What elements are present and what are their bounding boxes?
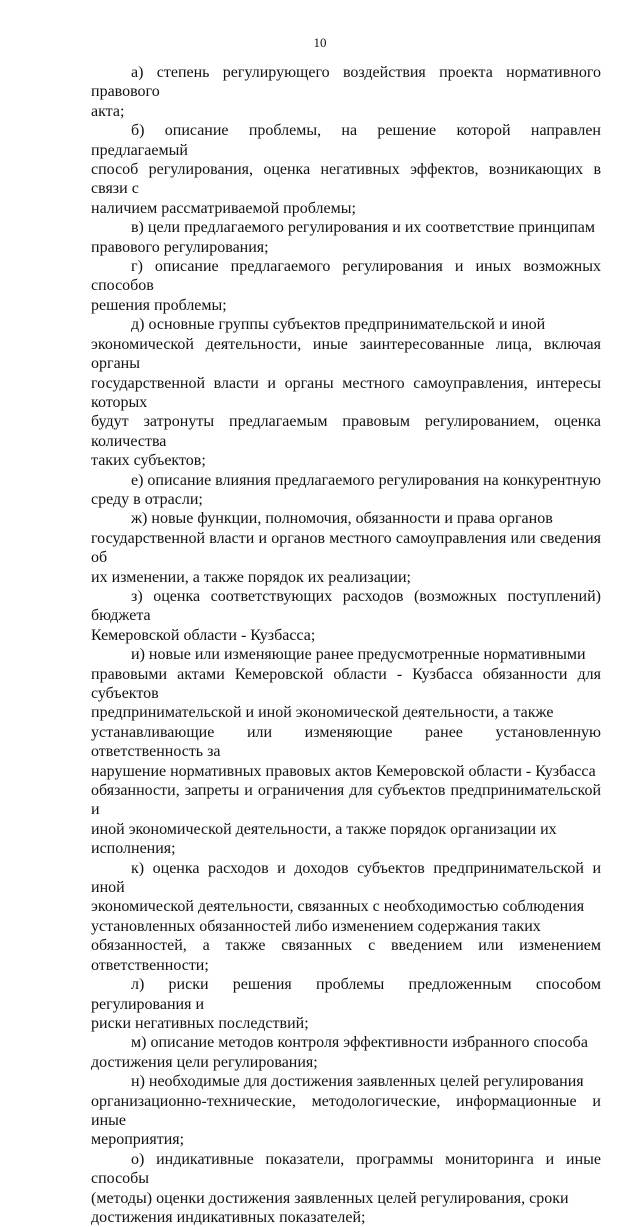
paragraph-l: л) риски решения проблемы предложенным способом регулирования и риски негативных последствий; [91,976,601,1032]
paragraph-i: и) новые или изменяющие ранее предусмотренные нормативными правовыми актами Кемеровской области - Кузбасса обязанности для субъектов предпринимательской и иной экономической деятельности, а также устанавливающие или изменяющие ранее установленную ответственность за нарушение нормативных правовых актов Кемеровской области - Кузбасса обязанности, запреты и ограничения для субъектов предпринимательской и иной экономической деятельности, а также порядок организации их исполнения; [91,646,601,858]
paragraph-z: з) оценка соответствующих расходов (возможных поступлений) бюджета Кемеровской области - Кузбасса; [91,587,601,644]
paragraph-o: о) индикативные показатели, программы мониторинга и иные способы (методы) оценки достижения заявленных целей регулирования, сроки достижения индикативных показателей; [91,1150,601,1226]
page-number: 10 [313,35,327,50]
paragraph-m: м) описание методов контроля эффективности избранного способа достижения цели регулирования; [91,1034,588,1071]
paragraph-n: н) необходимые для достижения заявленных целей регулирования организационно-технические, методологические, информационные и иные мероприятия; [91,1073,601,1149]
paragraph-b: б) описание проблемы, на решение которой направлен предлагаемый способ регулирования, оценка негативных эффектов, возникающих в связи с наличием рассматриваемой проблемы; [91,122,601,217]
paragraph-k: к) оценка расходов и доходов субъектов предпринимательской и иной экономической деятельности, связанных с необходимостью соблюдения установленных обязанностей либо изменением содержания таких обязанностей, а также связанных с введением или изменением ответственности; [91,859,601,974]
paragraph-zh: ж) новые функции, полномочия, обязанности и права органов государственной власти и органов местного самоуправления или сведения об их изменении, а также порядок их реализации; [91,510,601,586]
paragraph-g: г) описание предлагаемого регулирования и иных возможных способов решения проблемы; [91,258,601,314]
paragraph-v: в) цели предлагаемого регулирования и их соответствие принципам правового регулирования; [91,219,595,256]
paragraph-e: е) описание влияния предлагаемого регулирования на конкурентную среду в отрасли; [91,471,601,508]
paragraph-d: д) основные группы субъектов предпринимательской и иной экономической деятельности, иные заинтересованные лица, включая органы государственной власти и органы местного самоуправления, интересы которых будут затронуты предлагаемым правовым регулированием, оценка количества таких субъектов; [91,316,601,470]
document-body [91,63,601,1227]
paragraph-a: а) степень регулирующего воздействия проекта нормативного правового акта; [91,64,601,120]
